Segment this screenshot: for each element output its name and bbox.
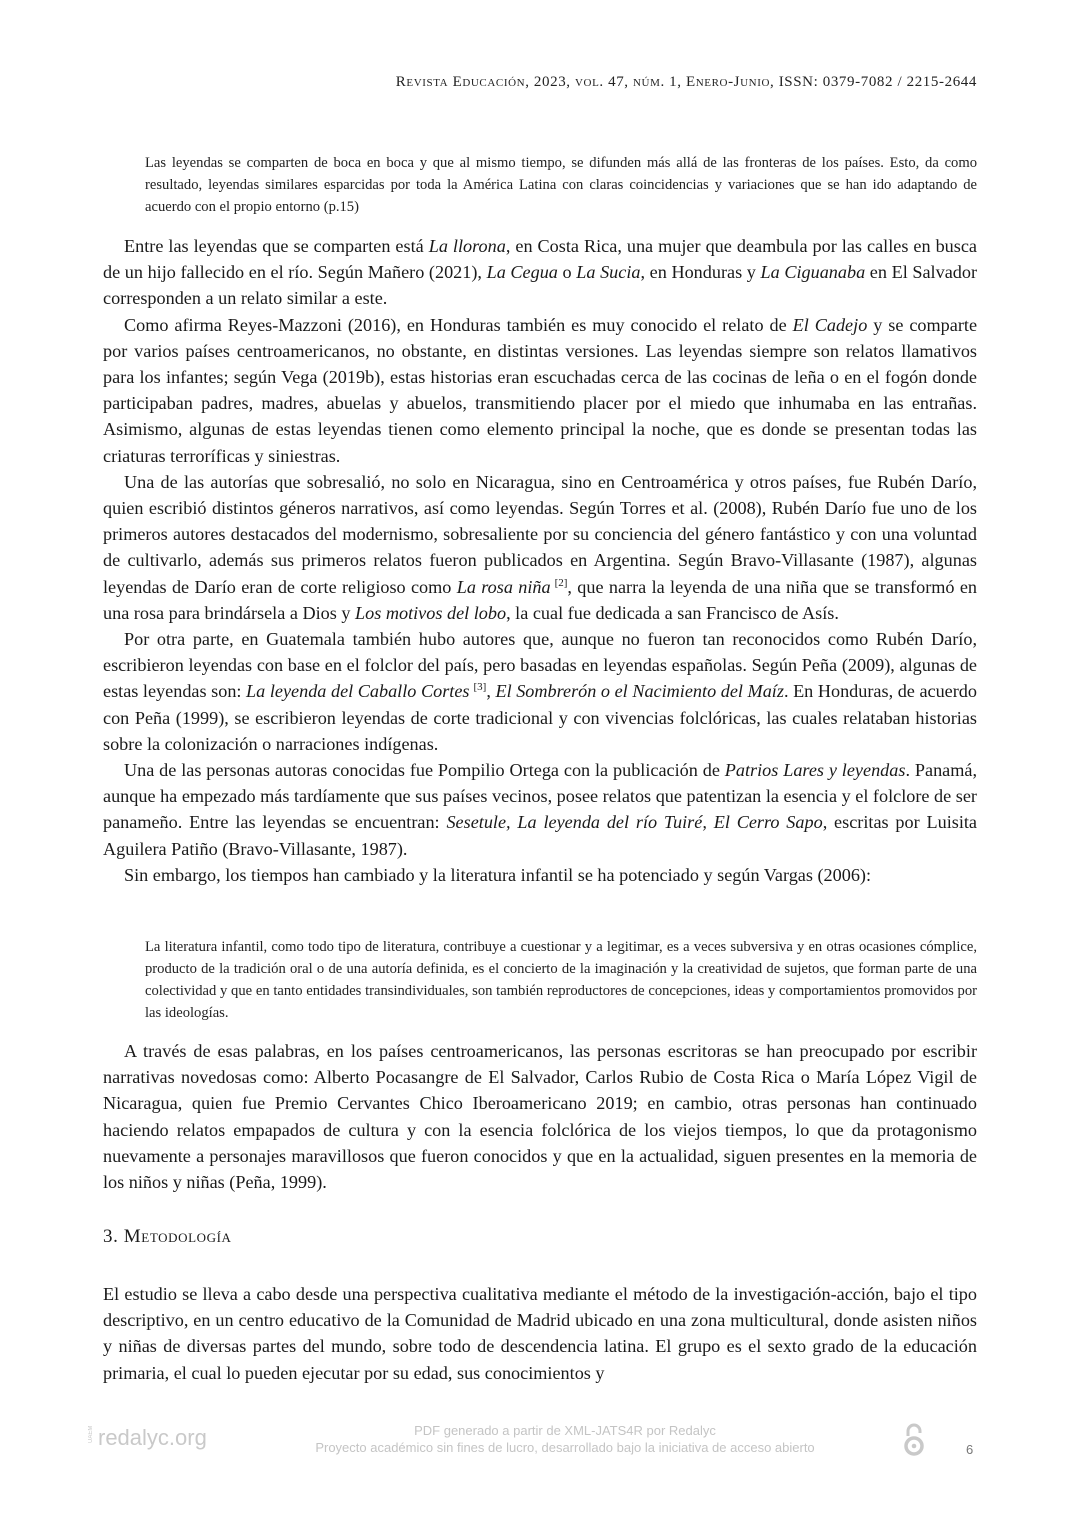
- paragraph: [103, 626, 977, 757]
- block-quote: La literatura infantil, como todo tipo de literatura, contribuye a cuestionar y a legitimar, es a veces subversiva y en otras ocasiones cómplice, producto de la tradición oral o de una autoría definida, es el concierto de la imaginación y la creatividad de sujetos, que forman parte de una colectividad y que en tanto entidades transindividuales, son también reproductores de concepciones, ideas y comportamientos promovidos por las ideologías.: [145, 939, 977, 1021]
- text-run: , escritas por Luisita Aguilera Patiño (Bravo-Villasante, 1987).: [103, 812, 978, 859]
- text-run: , en Costa Rica, una mujer que deambula por las calles en busca de un hijo fallecido en el río. Según Mañero (2021),: [103, 236, 977, 283]
- paragraph: [103, 233, 977, 312]
- paragraph: Sin embargo, los tiempos han cambiado y la literatura infantil se ha potenciado y según Vargas (2006):: [124, 864, 872, 885]
- footnote-ref[interactable]: [3]: [473, 681, 487, 694]
- italic-title: La Sucia: [576, 262, 641, 283]
- open-access-icon: [901, 1421, 927, 1457]
- footer-notice: [280, 1422, 850, 1456]
- text-run: , en Honduras y: [640, 262, 761, 283]
- italic-title: La llorona: [428, 236, 506, 256]
- italic-title: Patrios Lares y leyendas: [724, 760, 906, 781]
- body-text: [103, 1281, 977, 1386]
- paragraph: [103, 757, 977, 862]
- italic-title: El Sombrerón o el Nacimiento del Maíz: [495, 681, 784, 702]
- italic-title: La rosa niña: [456, 576, 551, 597]
- text-run: , la cual fue dedicada a san Francisco de Asís.: [506, 602, 839, 623]
- body-text: [103, 1038, 977, 1195]
- footnote-ref[interactable]: [2]: [554, 576, 568, 589]
- text-run: Como afirma Reyes-Mazzoni (2016), en Honduras también es muy conocido el relato de: [124, 314, 793, 335]
- uaem-text: UAEM: [88, 1425, 94, 1443]
- text-run: y se comparte por varios países centroamericanos, no obstante, en distintas versiones. Las leyendas siempre son relatos llamativos para los infantes; según Vega (2019b), estas historias eran escuchadas cerca de las cocinas de leña o en el fogón donde participaban padres, madres, abuelas y abuelos, transmitiendo placer por el miedo que inhumaba en las entrañas. Asimismo, algunas de estas leyendas tienen como elemento principal la noche, que es donde se presentan todas las criaturas terroríficas y siniestras.: [103, 314, 978, 466]
- page-number: 6: [966, 1442, 974, 1457]
- italic-title: El Cadejo: [792, 314, 868, 335]
- italic-title: La Cegua: [486, 262, 558, 283]
- redalyc-logo[interactable]: [88, 1421, 238, 1455]
- redalyc-wordmark: redalyc.org: [98, 1425, 207, 1450]
- paragraph: El estudio se lleva a cabo desde una perspectiva cualitativa mediante el método de la investigación-acción, bajo el tipo descriptivo, en un centro educativo de la Comunidad de Madrid ubicado en una zona multicultural, donde asisten niños y niñas de diversas partes del mundo, sobre todo de descendencia latina. El grupo es el sexto grado de la educación primaria, el cual lo pueden ejecutar por su edad, sus conocimientos y: [103, 1284, 977, 1383]
- text-run: . En Honduras, de acuerdo con Peña (1999), se escribieron leyendas de corte tradicional y con vivencias folclóricas, las cuales relataban historias sobre la colonización o narraciones indígenas.: [103, 681, 977, 754]
- footer-line: Proyecto académico sin fines de lucro, desarrollado bajo la iniciativa de acceso abierto: [315, 1440, 815, 1455]
- paragraph: [103, 312, 977, 469]
- text-run: . Panamá, aunque ha empezado más tardíamente que sus países vecinos, posee relatos que patentizan la esencia y el folclore de ser panameño. Entre las leyendas se encuentran:: [103, 760, 977, 833]
- section-heading: 3. Metodología: [103, 1226, 232, 1247]
- text-run: o: [557, 262, 577, 283]
- running-head: Revista Educación, 2023, vol. 47, núm. 1, Enero-Junio, ISSN: 0379-7082 / 2215-2644: [395, 74, 977, 90]
- italic-title: La leyenda del Caballo Cortes: [246, 681, 470, 702]
- text-run: ,: [486, 681, 496, 702]
- block-quote: Las leyendas se comparten de boca en boca y que al mismo tiempo, se difunden más allá de las fronteras de los países. Esto, da como resultado, leyendas similares esparcidas por toda la América Latina con claras coincidencias y variaciones que se han ido adaptando de acuerdo con el propio entorno (p.15): [145, 155, 977, 215]
- text-run: Entre las leyendas que se comparten está: [124, 236, 429, 256]
- text-run: , que narra la leyenda de una niña que se transformó en una rosa para brindársela a Dios y: [103, 576, 978, 623]
- text-run: en El Salvador corresponden a un relato similar a este.: [103, 262, 978, 309]
- paragraph: A través de esas palabras, en los países centroamericanos, las personas escritoras se han preocupado por escribir narrativas novedosas como: Alberto Pocasangre de El Salvador, Carlos Rubio de Costa Rica o María López Vigil de Nicaragua, quien fue Premio Cervantes Chico Iberoamericano 2019; en cambio, otras personas han continuado haciendo relatos empapados de cultura y con la esencia folclórica de los viejos tiempos, lo que da protagonismo nuevamente a personajes maravillosos que fueron conocidos y que en la actualidad, siguen presentes en la memoria de los niños y niñas (Peña, 1999).: [103, 1041, 977, 1193]
- text-run: Por otra parte, en Guatemala también hubo autores que, aunque no fueron tan reconocidos como Rubén Darío, escribieron leyendas con base en el folclor del país, pero basadas en leyendas españolas. Según Peña (2009), algunas de estas leyendas son:: [103, 629, 977, 702]
- italic-title: La Ciguanaba: [760, 262, 866, 283]
- text-run: Una de las autorías que sobresalió, no solo en Nicaragua, sino en Centroamérica y otros países, fue Rubén Darío, quien escribió distintos géneros narrativos, así como leyendas. Según Torres et al. (2008), Rubén Darío fue uno de los primeros autores destacados del modernismo, sobresaliente por su conciencia del género fantástico y con una voluntad de cultivarlo, además sus primeros relatos fueron publicados en Argentina. Según Bravo-Villasante (1987), algunas leyendas de Darío eran de corte religioso como: [103, 471, 977, 597]
- text-run: Una de las personas autoras conocidas fue Pompilio Ortega con la publicación de: [124, 760, 725, 781]
- italic-title: Los motivos del lobo: [355, 602, 507, 623]
- body-text: [103, 233, 977, 888]
- paragraph: [103, 469, 977, 626]
- footer-line: PDF generado a partir de XML-JATS4R por Redalyc: [414, 1423, 716, 1438]
- italic-title: Sesetule, La leyenda del río Tuiré, El Cerro Sapo: [446, 812, 823, 833]
